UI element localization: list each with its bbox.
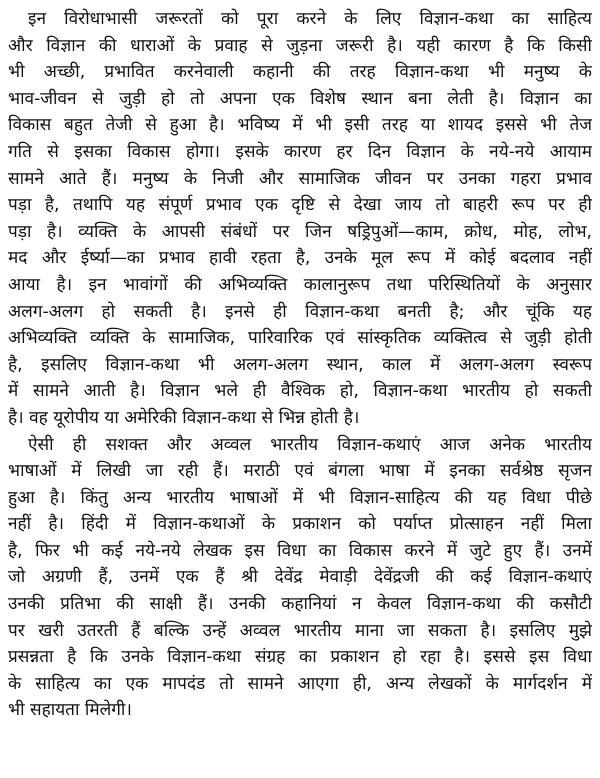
text-line: और विज्ञान की धाराओं के प्रवाह से जुड़ना जरूरी है। यही कारण है कि किसी — [8, 35, 592, 56]
text-line: पर खरी उतरती हैं बल्कि उन्हें अव्वल भारतीय माना जा सकता है। इसलिए मुझे — [8, 620, 592, 641]
text-line: विकास बहुत तेजी से हुआ है। भविष्य में भी इसी तरह या शायद इससे भी तेज — [8, 115, 592, 136]
text-line: अलग-अलग हो सकती है। इनसे ही विज्ञान-कथा बनती है; और चूंकि यह — [8, 301, 592, 322]
text-line: है। वह यूरोपीय या अमेरिकी विज्ञान-कथा से भिन्न होती है। — [8, 407, 360, 428]
text-line: उनकी प्रतिभा की साक्षी हैं। उनकी कहानियां न केवल विज्ञान-कथा की कसौटी — [8, 594, 592, 615]
text-line: इन विरोधाभासी जरूरतों को पूरा करने के लिए विज्ञान-कथा का साहित्य — [28, 9, 592, 29]
text-line: जो अग्रणी हैं, उनमें एक हैं श्री देवेंद्र मेवाड़ी देवेंद्रजी की कई विज्ञान-कथाएं — [8, 567, 592, 588]
paragraph-1 — [8, 6, 592, 432]
text-line: पड़ा है, तथापि यह संपूर्ण प्रभाव एक दृष्टि से देखा जाय तो बाहरी रूप पर ही — [8, 195, 592, 216]
text-line: के साहित्य का एक मापदंड तो सामने आएगा ही, अन्य लेखकों के मार्गदर्शन में — [8, 673, 592, 694]
text-line: नहीं है। हिंदी में विज्ञान-कथाओं के प्रकाशन को पर्याप्त प्रोत्साहन नहीं मिला — [8, 514, 592, 535]
text-line: भी अच्छी, प्रभावित करनेवाली कहानी की तरह विज्ञान-कथा भी मनुष्य के — [8, 62, 592, 83]
text-line: भाव-जीवन से जुड़ी हो तो अपना एक विशेष स्थान बना लेती है। विज्ञान का — [8, 88, 592, 109]
text-line: है, इसलिए विज्ञान-कथा भी अलग-अलग स्थान, काल में अलग-अलग स्वरूप — [8, 354, 592, 375]
text-line: मद और ईर्ष्या—का प्रभाव हावी रहता है, उनके मूल रूप में कोई बदलाव नहीं — [8, 248, 592, 269]
text-line: सामने आते हैं। मनुष्य के निजी और सामाजिक जीवन पर उनका गहरा प्रभाव — [8, 168, 592, 189]
text-line: हुआ है। किंतु अन्य भारतीय भाषाओं में भी विज्ञान-साहित्य की यह विधा पीछे — [8, 487, 592, 508]
text-line: भाषाओं में लिखी जा रही हैं। मराठी एवं बंगला भाषा में इनका सर्वश्रेष्ठ सृजन — [8, 461, 592, 482]
text-line: प्रसन्नता है कि उनके विज्ञान-कथा संग्रह का प्रकाशन हो रहा है। इससे इस विधा — [8, 647, 592, 668]
text-line: में सामने आती है। विज्ञान भले ही वैश्विक हो, विज्ञान-कथा भारतीय हो सकती — [8, 381, 592, 402]
text-line: भी सहायता मिलेगी। — [8, 700, 132, 721]
text-line: है, फिर भी कई नये-नये लेखक इस विधा का विकास करने में जुटे हुए हैं। उनमें — [8, 540, 592, 561]
text-line: पड़ा है। व्यक्ति के आपसी संबंधों पर जिन षड्रिपुओं—काम, क्रोध, मोह, लोभ, — [8, 221, 592, 242]
text-line: आया है। इन भावांगों की अभिव्यक्ति कालानुरूप तथा परिस्थितियों के अनुसार — [8, 274, 592, 295]
text-line: अभिव्यक्ति व्यक्ति के सामाजिक, पारिवारिक एवं सांस्कृतिक व्यक्तित्व से जुड़ी होती — [8, 328, 592, 349]
text-line: ऐसी ही सशक्त और अव्वल भारतीय विज्ञान-कथाएं आज अनेक भारतीय — [28, 434, 592, 455]
paragraph-2 — [8, 432, 592, 725]
text-line: गति से इसका विकास होगा। इसके कारण हर दिन विज्ञान के नये-नये आयाम — [8, 141, 592, 162]
